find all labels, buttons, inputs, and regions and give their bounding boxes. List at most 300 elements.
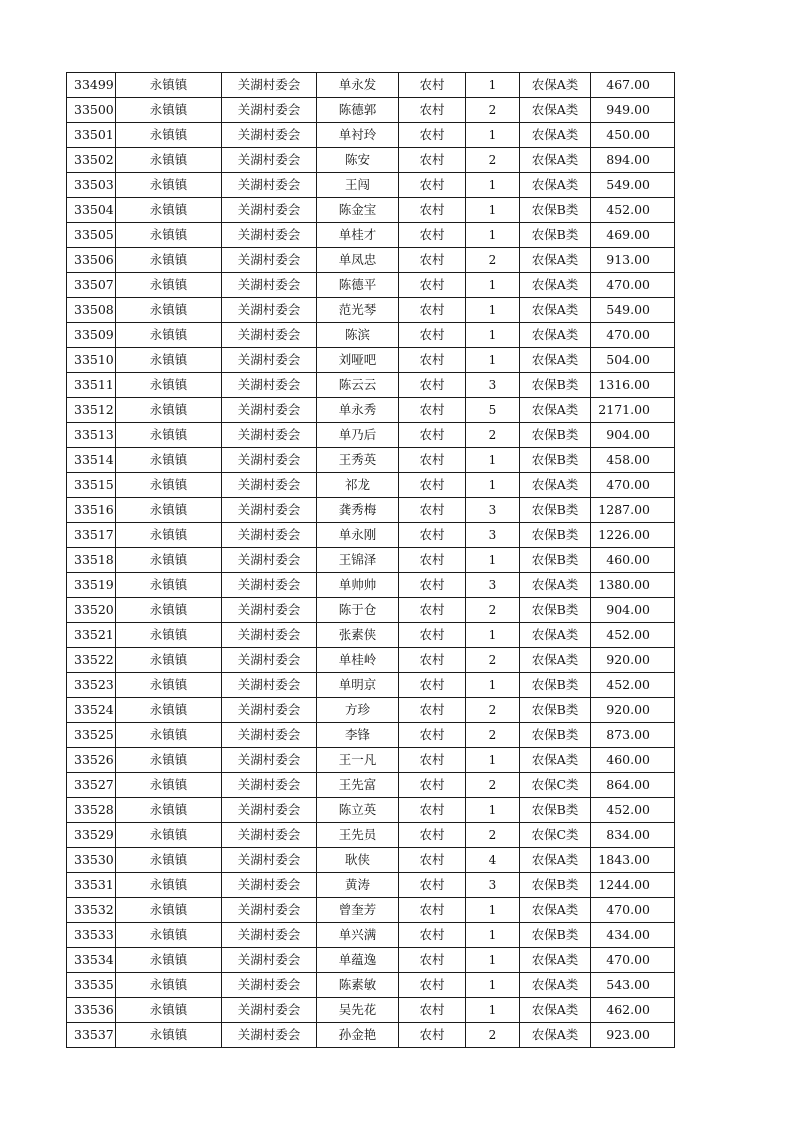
name-cell: 龚秀梅: [317, 498, 399, 523]
insurance-category-cell: 农保B类: [520, 223, 591, 248]
village-committee-cell: 关湖村委会: [222, 423, 317, 448]
insurance-category-cell: 农保B类: [520, 673, 591, 698]
area-type-cell: 农村: [399, 698, 466, 723]
town-cell: 永镇镇: [116, 823, 222, 848]
area-type-cell: 农村: [399, 548, 466, 573]
village-committee-cell: 关湖村委会: [222, 1023, 317, 1048]
name-cell: 祁龙: [317, 473, 399, 498]
village-committee-cell: 关湖村委会: [222, 123, 317, 148]
record-id-cell: 33512: [67, 398, 116, 423]
village-committee-cell: 关湖村委会: [222, 73, 317, 98]
town-cell: 永镇镇: [116, 248, 222, 273]
area-type-cell: 农村: [399, 448, 466, 473]
table-body: [67, 73, 675, 1048]
table-row: [67, 148, 675, 173]
village-committee-cell: 关湖村委会: [222, 323, 317, 348]
record-id-cell: 33511: [67, 373, 116, 398]
amount-cell: 834.00: [591, 823, 675, 848]
village-committee-cell: 关湖村委会: [222, 948, 317, 973]
village-committee-cell: 关湖村委会: [222, 998, 317, 1023]
insurance-category-cell: 农保A类: [520, 1023, 591, 1048]
insurance-category-cell: 农保A类: [520, 573, 591, 598]
record-id-cell: 33521: [67, 623, 116, 648]
amount-cell: 923.00: [591, 1023, 675, 1048]
record-id-cell: 33520: [67, 598, 116, 623]
insurance-category-cell: 农保B类: [520, 723, 591, 748]
household-count-cell: 1: [466, 548, 520, 573]
town-cell: 永镇镇: [116, 973, 222, 998]
village-committee-cell: 关湖村委会: [222, 198, 317, 223]
amount-cell: 470.00: [591, 948, 675, 973]
insurance-category-cell: 农保B类: [520, 523, 591, 548]
area-type-cell: 农村: [399, 198, 466, 223]
record-id-cell: 33525: [67, 723, 116, 748]
village-committee-cell: 关湖村委会: [222, 773, 317, 798]
household-count-cell: 4: [466, 848, 520, 873]
village-committee-cell: 关湖村委会: [222, 748, 317, 773]
area-type-cell: 农村: [399, 948, 466, 973]
insurance-category-cell: 农保B类: [520, 448, 591, 473]
name-cell: 单帅帅: [317, 573, 399, 598]
area-type-cell: 农村: [399, 298, 466, 323]
village-committee-cell: 关湖村委会: [222, 548, 317, 573]
insurance-category-cell: 农保A类: [520, 248, 591, 273]
name-cell: 陈金宝: [317, 198, 399, 223]
amount-cell: 2171.00: [591, 398, 675, 423]
record-id-cell: 33513: [67, 423, 116, 448]
amount-cell: 470.00: [591, 898, 675, 923]
town-cell: 永镇镇: [116, 1023, 222, 1048]
name-cell: 单桂岭: [317, 648, 399, 673]
area-type-cell: 农村: [399, 873, 466, 898]
area-type-cell: 农村: [399, 223, 466, 248]
name-cell: 孙金艳: [317, 1023, 399, 1048]
amount-cell: 949.00: [591, 98, 675, 123]
record-id-cell: 33519: [67, 573, 116, 598]
name-cell: 陈于仓: [317, 598, 399, 623]
town-cell: 永镇镇: [116, 698, 222, 723]
area-type-cell: 农村: [399, 473, 466, 498]
name-cell: 曾奎芳: [317, 898, 399, 923]
insurance-category-cell: 农保A类: [520, 348, 591, 373]
village-committee-cell: 关湖村委会: [222, 973, 317, 998]
town-cell: 永镇镇: [116, 448, 222, 473]
insurance-category-cell: 农保B类: [520, 873, 591, 898]
data-table: [66, 72, 675, 1048]
amount-cell: 460.00: [591, 548, 675, 573]
town-cell: 永镇镇: [116, 898, 222, 923]
village-committee-cell: 关湖村委会: [222, 398, 317, 423]
village-committee-cell: 关湖村委会: [222, 223, 317, 248]
insurance-category-cell: 农保A类: [520, 973, 591, 998]
area-type-cell: 农村: [399, 373, 466, 398]
insurance-category-cell: 农保C类: [520, 773, 591, 798]
amount-cell: 504.00: [591, 348, 675, 373]
name-cell: 方珍: [317, 698, 399, 723]
amount-cell: 913.00: [591, 248, 675, 273]
record-id-cell: 33526: [67, 748, 116, 773]
town-cell: 永镇镇: [116, 198, 222, 223]
name-cell: 王先富: [317, 773, 399, 798]
name-cell: 陈德平: [317, 273, 399, 298]
insurance-category-cell: 农保A类: [520, 998, 591, 1023]
town-cell: 永镇镇: [116, 223, 222, 248]
household-count-cell: 3: [466, 498, 520, 523]
town-cell: 永镇镇: [116, 398, 222, 423]
household-count-cell: 1: [466, 273, 520, 298]
insurance-category-cell: 农保A类: [520, 148, 591, 173]
town-cell: 永镇镇: [116, 623, 222, 648]
town-cell: 永镇镇: [116, 98, 222, 123]
record-id-cell: 33524: [67, 698, 116, 723]
name-cell: 黄涛: [317, 873, 399, 898]
insurance-category-cell: 农保B类: [520, 923, 591, 948]
household-count-cell: 1: [466, 798, 520, 823]
village-committee-cell: 关湖村委会: [222, 698, 317, 723]
household-count-cell: 1: [466, 123, 520, 148]
table-row: [67, 223, 675, 248]
household-count-cell: 1: [466, 173, 520, 198]
insurance-category-cell: 农保B类: [520, 198, 591, 223]
insurance-category-cell: 农保B类: [520, 373, 591, 398]
town-cell: 永镇镇: [116, 298, 222, 323]
town-cell: 永镇镇: [116, 673, 222, 698]
village-committee-cell: 关湖村委会: [222, 623, 317, 648]
insurance-category-cell: 农保B类: [520, 498, 591, 523]
table-row: [67, 748, 675, 773]
village-committee-cell: 关湖村委会: [222, 873, 317, 898]
name-cell: 单桂才: [317, 223, 399, 248]
village-committee-cell: 关湖村委会: [222, 248, 317, 273]
record-id-cell: 33504: [67, 198, 116, 223]
area-type-cell: 农村: [399, 573, 466, 598]
insurance-category-cell: 农保B类: [520, 798, 591, 823]
amount-cell: 470.00: [591, 473, 675, 498]
town-cell: 永镇镇: [116, 798, 222, 823]
amount-cell: 460.00: [591, 748, 675, 773]
name-cell: 王秀英: [317, 448, 399, 473]
name-cell: 吴先花: [317, 998, 399, 1023]
record-id-cell: 33530: [67, 848, 116, 873]
village-committee-cell: 关湖村委会: [222, 523, 317, 548]
record-id-cell: 33537: [67, 1023, 116, 1048]
town-cell: 永镇镇: [116, 773, 222, 798]
insurance-category-cell: 农保B类: [520, 423, 591, 448]
name-cell: 单永秀: [317, 398, 399, 423]
town-cell: 永镇镇: [116, 848, 222, 873]
name-cell: 陈立英: [317, 798, 399, 823]
town-cell: 永镇镇: [116, 373, 222, 398]
village-committee-cell: 关湖村委会: [222, 798, 317, 823]
record-id-cell: 33518: [67, 548, 116, 573]
village-committee-cell: 关湖村委会: [222, 848, 317, 873]
name-cell: 单蕴逸: [317, 948, 399, 973]
household-count-cell: 1: [466, 998, 520, 1023]
record-id-cell: 33514: [67, 448, 116, 473]
village-committee-cell: 关湖村委会: [222, 598, 317, 623]
area-type-cell: 农村: [399, 173, 466, 198]
table-row: [67, 698, 675, 723]
town-cell: 永镇镇: [116, 123, 222, 148]
area-type-cell: 农村: [399, 848, 466, 873]
village-committee-cell: 关湖村委会: [222, 298, 317, 323]
amount-cell: 920.00: [591, 648, 675, 673]
area-type-cell: 农村: [399, 148, 466, 173]
table-row: [67, 573, 675, 598]
name-cell: 单乃后: [317, 423, 399, 448]
area-type-cell: 农村: [399, 973, 466, 998]
record-id-cell: 33507: [67, 273, 116, 298]
record-id-cell: 33532: [67, 898, 116, 923]
name-cell: 单永刚: [317, 523, 399, 548]
record-id-cell: 33534: [67, 948, 116, 973]
town-cell: 永镇镇: [116, 273, 222, 298]
insurance-category-cell: 农保A类: [520, 98, 591, 123]
record-id-cell: 33529: [67, 823, 116, 848]
insurance-category-cell: 农保C类: [520, 823, 591, 848]
household-count-cell: 1: [466, 198, 520, 223]
name-cell: 范光琴: [317, 298, 399, 323]
table-row: [67, 448, 675, 473]
name-cell: 单凤忠: [317, 248, 399, 273]
amount-cell: 1380.00: [591, 573, 675, 598]
table-row: [67, 73, 675, 98]
household-count-cell: 3: [466, 873, 520, 898]
area-type-cell: 农村: [399, 598, 466, 623]
table-row: [67, 973, 675, 998]
village-committee-cell: 关湖村委会: [222, 373, 317, 398]
table-row: [67, 873, 675, 898]
area-type-cell: 农村: [399, 123, 466, 148]
name-cell: 王先员: [317, 823, 399, 848]
area-type-cell: 农村: [399, 1023, 466, 1048]
amount-cell: 458.00: [591, 448, 675, 473]
household-count-cell: 1: [466, 748, 520, 773]
household-count-cell: 2: [466, 423, 520, 448]
name-cell: 李锋: [317, 723, 399, 748]
name-cell: 陈素敏: [317, 973, 399, 998]
table-row: [67, 623, 675, 648]
area-type-cell: 农村: [399, 998, 466, 1023]
village-committee-cell: 关湖村委会: [222, 898, 317, 923]
insurance-category-cell: 农保B类: [520, 698, 591, 723]
record-id-cell: 33503: [67, 173, 116, 198]
area-type-cell: 农村: [399, 648, 466, 673]
household-count-cell: 2: [466, 648, 520, 673]
village-committee-cell: 关湖村委会: [222, 498, 317, 523]
insurance-category-cell: 农保A类: [520, 298, 591, 323]
name-cell: 张素侠: [317, 623, 399, 648]
town-cell: 永镇镇: [116, 948, 222, 973]
amount-cell: 470.00: [591, 273, 675, 298]
record-id-cell: 33517: [67, 523, 116, 548]
record-id-cell: 33535: [67, 973, 116, 998]
household-count-cell: 1: [466, 348, 520, 373]
household-count-cell: 1: [466, 973, 520, 998]
household-count-cell: 1: [466, 298, 520, 323]
table-row: [67, 348, 675, 373]
table-row: [67, 823, 675, 848]
town-cell: 永镇镇: [116, 498, 222, 523]
amount-cell: 1316.00: [591, 373, 675, 398]
village-committee-cell: 关湖村委会: [222, 98, 317, 123]
amount-cell: 1287.00: [591, 498, 675, 523]
household-count-cell: 1: [466, 623, 520, 648]
amount-cell: 904.00: [591, 598, 675, 623]
insurance-category-cell: 农保B类: [520, 548, 591, 573]
table-row: [67, 123, 675, 148]
village-committee-cell: 关湖村委会: [222, 648, 317, 673]
town-cell: 永镇镇: [116, 73, 222, 98]
table-row: [67, 948, 675, 973]
name-cell: 王闯: [317, 173, 399, 198]
household-count-cell: 1: [466, 673, 520, 698]
town-cell: 永镇镇: [116, 548, 222, 573]
amount-cell: 1843.00: [591, 848, 675, 873]
town-cell: 永镇镇: [116, 923, 222, 948]
amount-cell: 549.00: [591, 173, 675, 198]
amount-cell: 873.00: [591, 723, 675, 748]
village-committee-cell: 关湖村委会: [222, 473, 317, 498]
village-committee-cell: 关湖村委会: [222, 923, 317, 948]
household-count-cell: 1: [466, 473, 520, 498]
insurance-category-cell: 农保B类: [520, 598, 591, 623]
village-committee-cell: 关湖村委会: [222, 273, 317, 298]
table-row: [67, 398, 675, 423]
area-type-cell: 农村: [399, 823, 466, 848]
town-cell: 永镇镇: [116, 573, 222, 598]
amount-cell: 549.00: [591, 298, 675, 323]
name-cell: 陈云云: [317, 373, 399, 398]
table-row: [67, 923, 675, 948]
insurance-category-cell: 农保A类: [520, 473, 591, 498]
household-count-cell: 2: [466, 248, 520, 273]
insurance-category-cell: 农保A类: [520, 648, 591, 673]
insurance-category-cell: 农保A类: [520, 623, 591, 648]
area-type-cell: 农村: [399, 248, 466, 273]
area-type-cell: 农村: [399, 423, 466, 448]
table-row: [67, 273, 675, 298]
record-id-cell: 33528: [67, 798, 116, 823]
household-count-cell: 5: [466, 398, 520, 423]
amount-cell: 469.00: [591, 223, 675, 248]
table-row: [67, 1023, 675, 1048]
area-type-cell: 农村: [399, 398, 466, 423]
amount-cell: 920.00: [591, 698, 675, 723]
household-count-cell: 2: [466, 598, 520, 623]
household-count-cell: 1: [466, 448, 520, 473]
town-cell: 永镇镇: [116, 748, 222, 773]
area-type-cell: 农村: [399, 73, 466, 98]
town-cell: 永镇镇: [116, 473, 222, 498]
record-id-cell: 33499: [67, 73, 116, 98]
household-count-cell: 2: [466, 823, 520, 848]
household-count-cell: 2: [466, 148, 520, 173]
name-cell: 陈滨: [317, 323, 399, 348]
amount-cell: 1226.00: [591, 523, 675, 548]
record-id-cell: 33522: [67, 648, 116, 673]
table-row: [67, 298, 675, 323]
village-committee-cell: 关湖村委会: [222, 673, 317, 698]
village-committee-cell: 关湖村委会: [222, 723, 317, 748]
name-cell: 单兴满: [317, 923, 399, 948]
household-count-cell: 1: [466, 948, 520, 973]
town-cell: 永镇镇: [116, 323, 222, 348]
amount-cell: 452.00: [591, 798, 675, 823]
amount-cell: 434.00: [591, 923, 675, 948]
household-count-cell: 3: [466, 373, 520, 398]
household-count-cell: 2: [466, 723, 520, 748]
village-committee-cell: 关湖村委会: [222, 173, 317, 198]
name-cell: 陈德郭: [317, 98, 399, 123]
area-type-cell: 农村: [399, 923, 466, 948]
table-row: [67, 648, 675, 673]
insurance-category-cell: 农保A类: [520, 748, 591, 773]
name-cell: 王一凡: [317, 748, 399, 773]
area-type-cell: 农村: [399, 523, 466, 548]
area-type-cell: 农村: [399, 348, 466, 373]
area-type-cell: 农村: [399, 723, 466, 748]
record-id-cell: 33510: [67, 348, 116, 373]
town-cell: 永镇镇: [116, 873, 222, 898]
amount-cell: 462.00: [591, 998, 675, 1023]
table-row: [67, 373, 675, 398]
amount-cell: 470.00: [591, 323, 675, 348]
table-row: [67, 248, 675, 273]
table-row: [67, 473, 675, 498]
amount-cell: 467.00: [591, 73, 675, 98]
household-count-cell: 1: [466, 923, 520, 948]
town-cell: 永镇镇: [116, 998, 222, 1023]
record-id-cell: 33502: [67, 148, 116, 173]
area-type-cell: 农村: [399, 273, 466, 298]
record-id-cell: 33533: [67, 923, 116, 948]
table-row: [67, 798, 675, 823]
amount-cell: 1244.00: [591, 873, 675, 898]
insurance-category-cell: 农保A类: [520, 173, 591, 198]
record-id-cell: 33505: [67, 223, 116, 248]
table-row: [67, 498, 675, 523]
town-cell: 永镇镇: [116, 723, 222, 748]
table-row: [67, 598, 675, 623]
amount-cell: 864.00: [591, 773, 675, 798]
table-row: [67, 998, 675, 1023]
household-count-cell: 2: [466, 773, 520, 798]
household-count-cell: 1: [466, 223, 520, 248]
name-cell: 刘哑吧: [317, 348, 399, 373]
village-committee-cell: 关湖村委会: [222, 148, 317, 173]
insurance-category-cell: 农保A类: [520, 898, 591, 923]
area-type-cell: 农村: [399, 673, 466, 698]
table-row: [67, 773, 675, 798]
area-type-cell: 农村: [399, 773, 466, 798]
table-row: [67, 848, 675, 873]
household-count-cell: 1: [466, 898, 520, 923]
insurance-category-cell: 农保A类: [520, 273, 591, 298]
household-count-cell: 2: [466, 698, 520, 723]
name-cell: 耿侠: [317, 848, 399, 873]
insurance-category-cell: 农保A类: [520, 323, 591, 348]
town-cell: 永镇镇: [116, 648, 222, 673]
table-row: [67, 723, 675, 748]
area-type-cell: 农村: [399, 623, 466, 648]
town-cell: 永镇镇: [116, 598, 222, 623]
amount-cell: 543.00: [591, 973, 675, 998]
household-count-cell: 2: [466, 98, 520, 123]
name-cell: 陈安: [317, 148, 399, 173]
name-cell: 单明京: [317, 673, 399, 698]
insurance-category-cell: 农保A类: [520, 848, 591, 873]
